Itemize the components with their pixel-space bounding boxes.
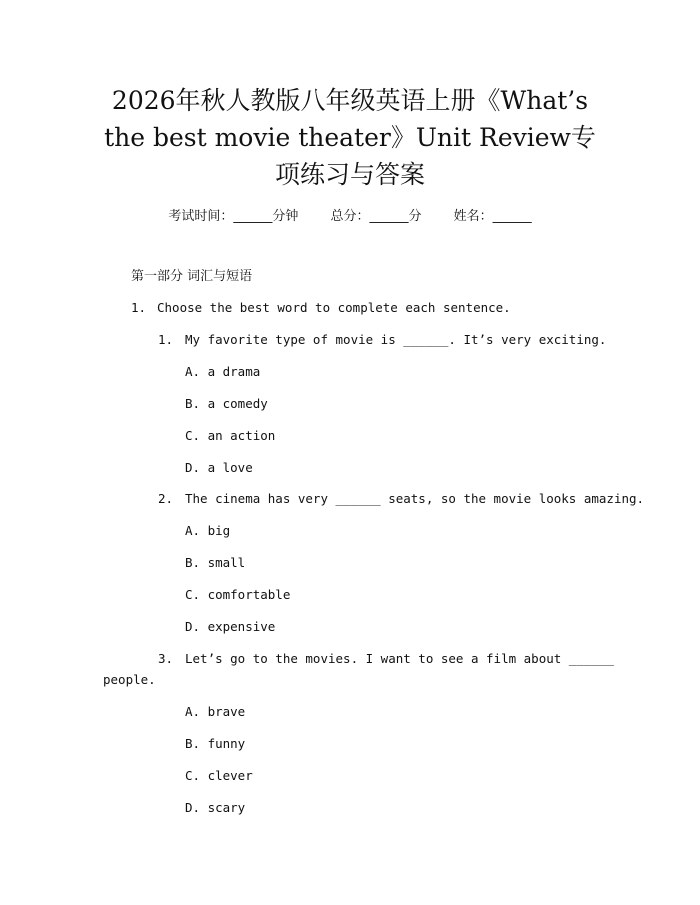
option: C. an action <box>185 428 276 443</box>
title-line-2: the best movie theater》Unit Review专 <box>104 123 596 152</box>
option: B. a comedy <box>185 396 268 411</box>
option: D. scary <box>185 800 246 815</box>
option: C. clever <box>185 768 253 783</box>
task-number: 1. <box>131 300 147 315</box>
option: A. big <box>185 523 231 538</box>
section-title: 第一部分 词汇与短语 <box>131 269 253 284</box>
question-text: Let’s go to the movies. I want to see a film about ______ <box>185 651 614 666</box>
option: B. small <box>185 555 246 570</box>
title-line-3: 项练习与答案 <box>274 160 425 189</box>
document-title <box>90 82 610 193</box>
question-number: 1. <box>158 332 174 347</box>
question-text-continued: people. <box>103 672 156 687</box>
option: D. a love <box>185 460 253 475</box>
exam-score: 总分：______分 <box>330 209 422 224</box>
question-number: 3. <box>158 651 174 666</box>
option: A. a drama <box>185 364 261 379</box>
task-instruction: Choose the best word to complete each sentence. <box>157 300 511 315</box>
option: C. comfortable <box>185 587 291 602</box>
student-name: 姓名：______ <box>453 209 532 224</box>
title-line-1: 2026年秋人教版八年级英语上册《What’s <box>111 86 589 115</box>
exam-time: 考试时间：______分钟 <box>168 209 299 224</box>
question-number: 2. <box>158 491 174 506</box>
option: A. brave <box>185 704 246 719</box>
exam-meta <box>0 205 700 224</box>
question-text: The cinema has very ______ seats, so the movie looks amazing. <box>185 491 645 506</box>
option: D. expensive <box>185 619 276 634</box>
question-text: My favorite type of movie is ______. It’s very exciting. <box>185 332 607 347</box>
option: B. funny <box>185 736 246 751</box>
